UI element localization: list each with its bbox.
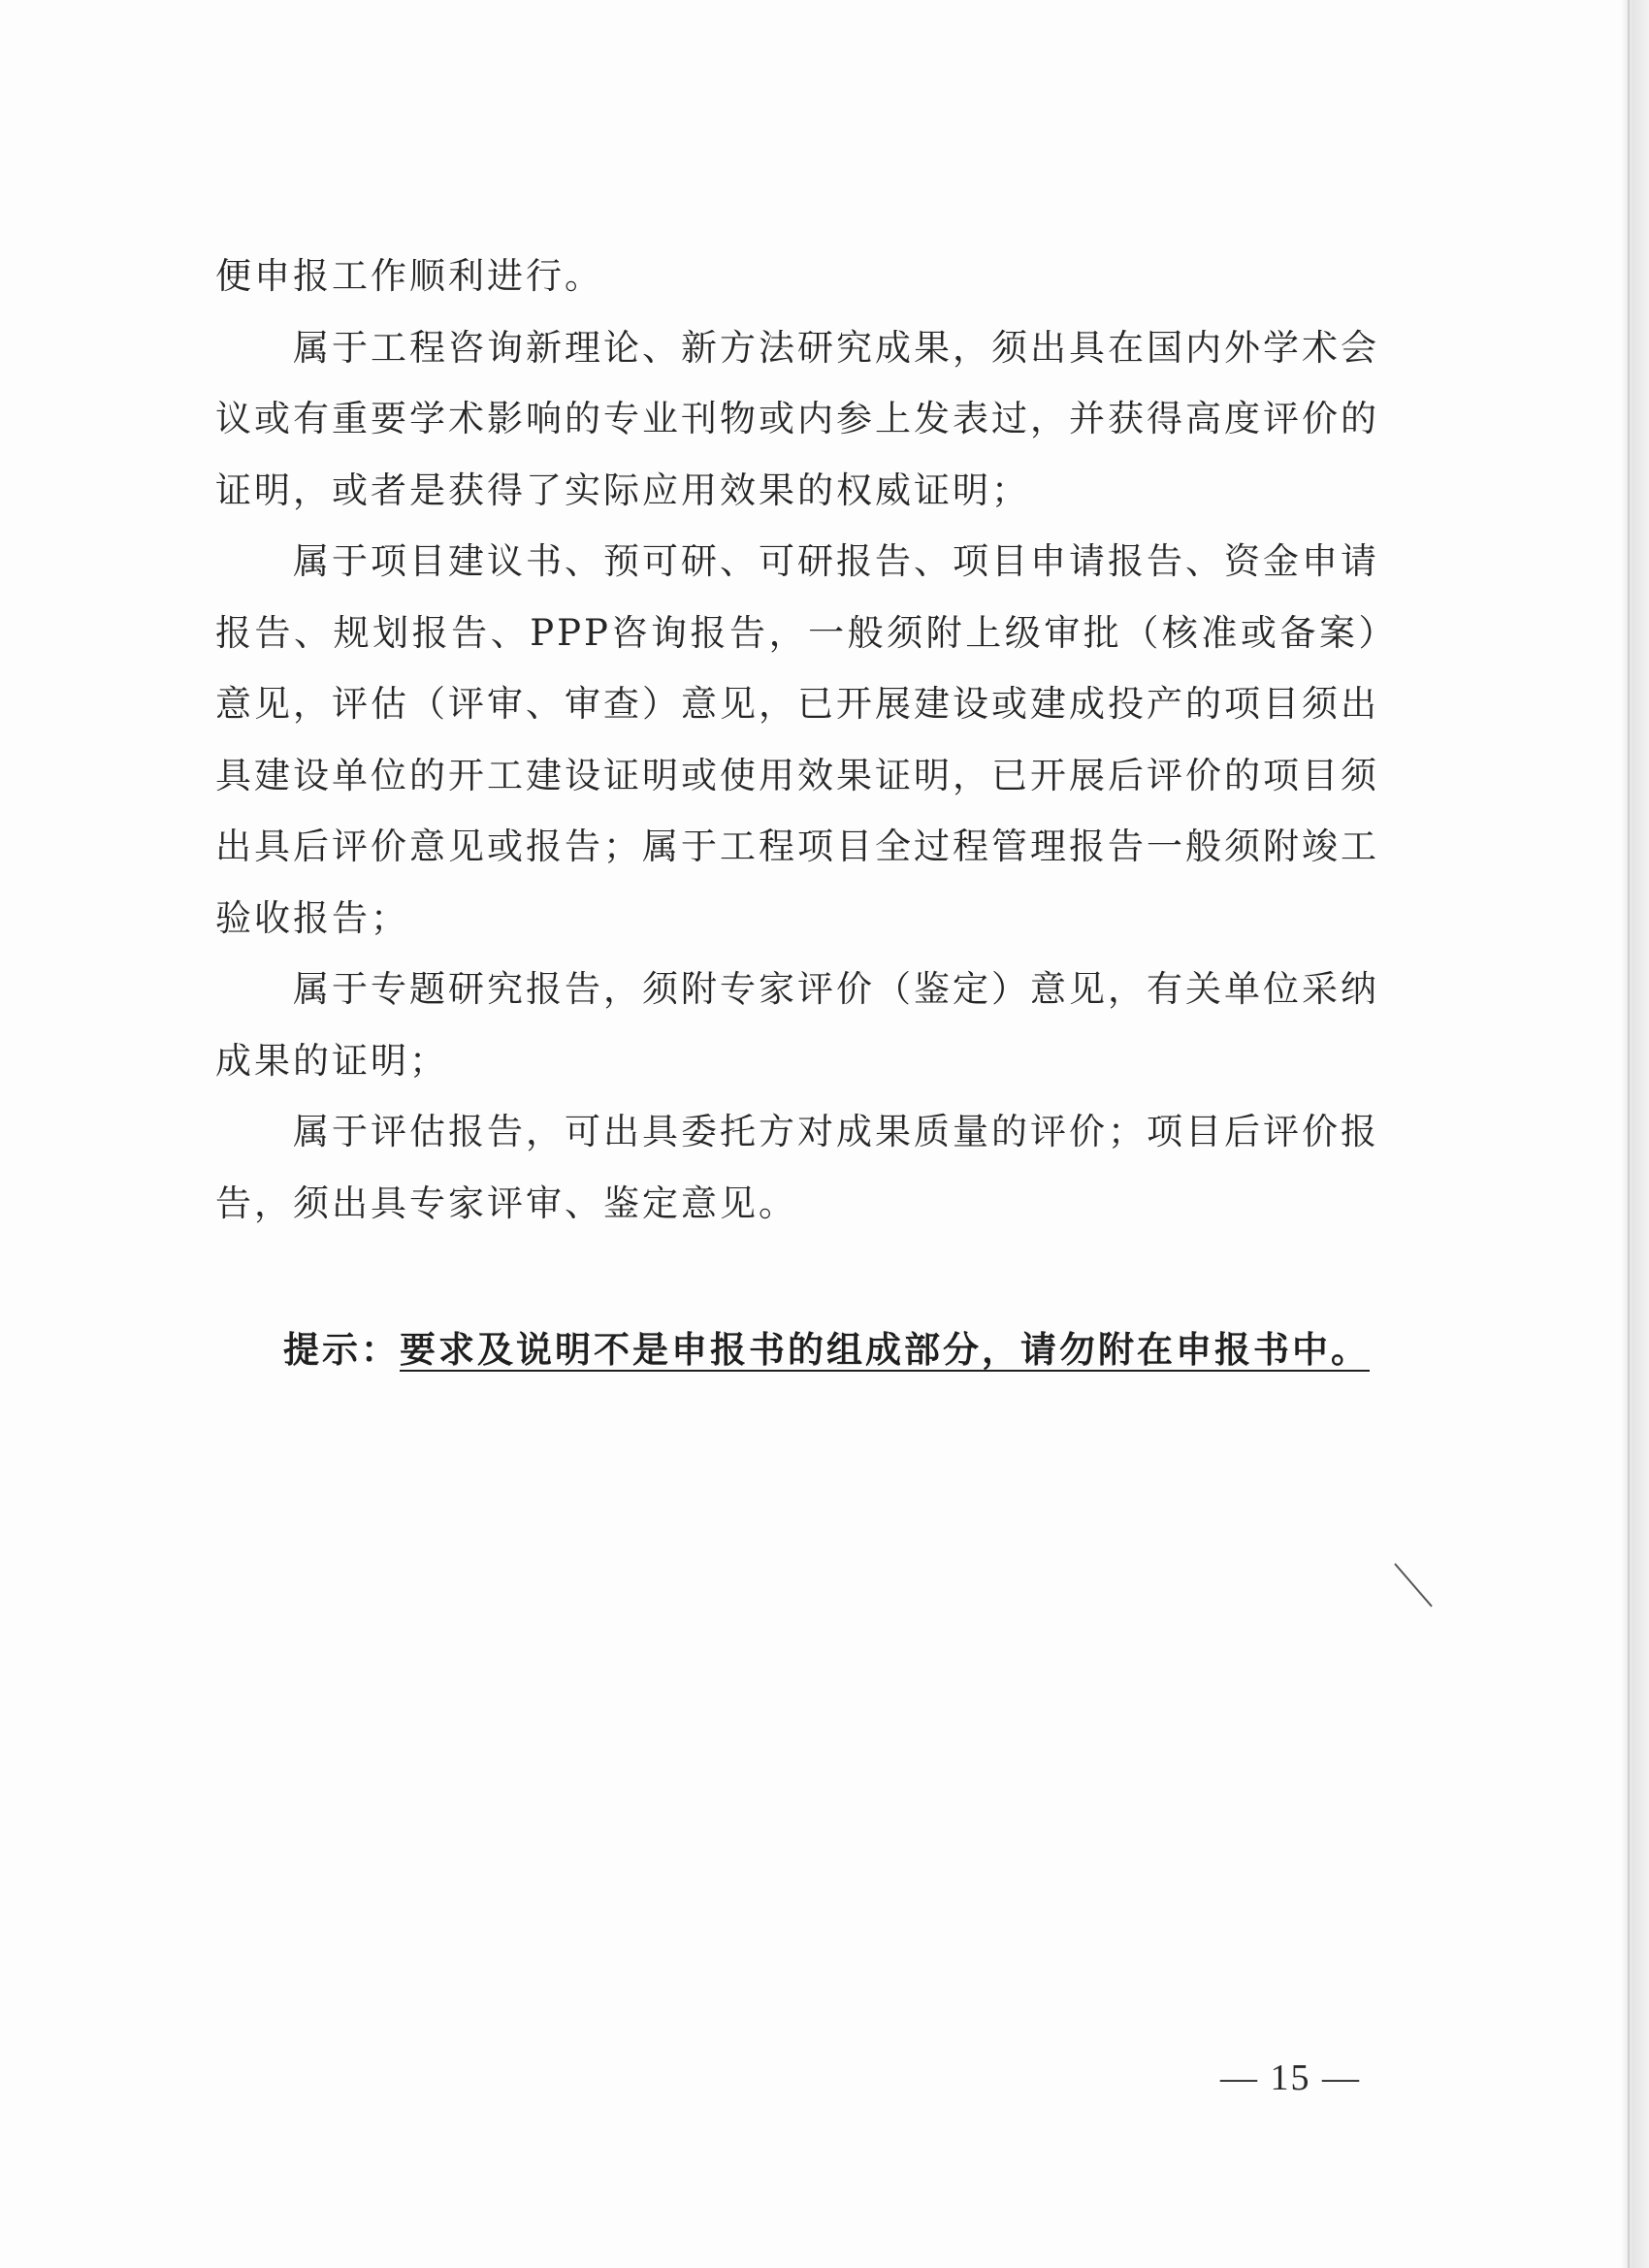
tip-label: 提示： bbox=[283, 1328, 400, 1371]
tip-note bbox=[283, 1320, 1370, 1373]
scan-edge-line bbox=[1628, 0, 1630, 2268]
body-text bbox=[215, 241, 1379, 1239]
paragraph-continuation: 便申报工作顺利进行。 bbox=[215, 255, 603, 297]
tip-text: 要求及说明不是申报书的组成部分，请勿附在申报书中。 bbox=[400, 1328, 1370, 1371]
paragraph-evaluation-reports: 属于评估报告，可出具委托方对成果质量的评价；项目后评价报告，须出具专家评审、鉴定意见。 bbox=[215, 1111, 1379, 1224]
scan-edge-shadow bbox=[1622, 0, 1649, 2268]
page-number: — 15 — bbox=[1220, 2057, 1361, 2098]
paragraph-project-reports: 属于项目建议书、预可研、可研报告、项目申请报告、资金申请报告、规划报告、PPP咨询报告，一般须附上级审批（核准或备案）意见，评估（评审、审查）意见，已开展建设或建成投产的项目须出具建设单位的开工建设证明或使用效果证明，已开展后评价的项目须出具后评价意见或报告；属于工程项目全过程管理报告一般须附竣工验收报告； bbox=[215, 540, 1379, 939]
paragraph-research-results: 属于工程咨询新理论、新方法研究成果，须出具在国内外学术会议或有重要学术影响的专业刊物或内参上发表过，并获得高度评价的证明，或者是获得了实际应用效果的权威证明； bbox=[215, 326, 1379, 511]
paragraph-special-research: 属于专题研究报告，须附专家评价（鉴定）意见，有关单位采纳成果的证明； bbox=[215, 968, 1379, 1082]
pen-stroke-mark bbox=[1395, 1564, 1396, 1565]
